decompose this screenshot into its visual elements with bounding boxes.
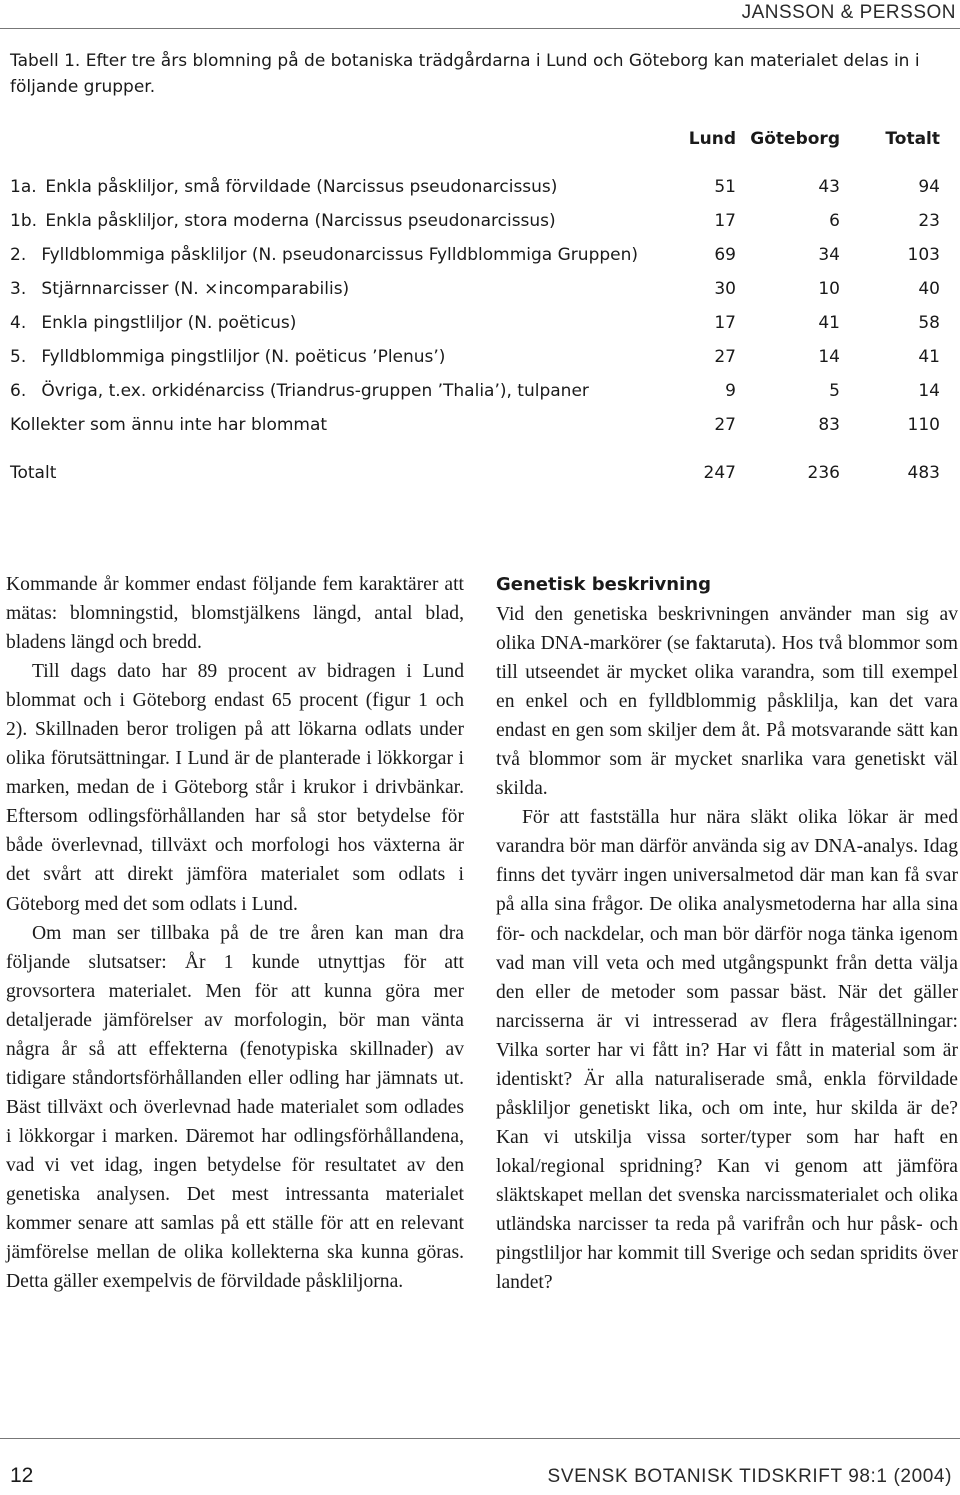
body-text bbox=[6, 570, 956, 1410]
cell-goteborg: 10 bbox=[818, 279, 840, 299]
row-code: 4. bbox=[10, 313, 27, 333]
cell-lund: 17 bbox=[714, 211, 736, 231]
cell-lund: 17 bbox=[714, 313, 736, 333]
table-caption: Tabell 1. Efter tre års blomning på de botaniska trädgårdarna i Lund och Göteborg kan materialet delas in i följande grupper. bbox=[10, 51, 920, 97]
cell-totalt: 23 bbox=[918, 211, 940, 231]
journal-name: SVENSK BOTANISK TIDSKRIFT 98:1 (2004) bbox=[547, 1466, 952, 1487]
row-label: Enkla pingstliljor (N. poëticus) bbox=[41, 313, 297, 333]
paragraph: Kommande år kommer endast följande fem karaktärer att mätas: blomningstid, blomstjälkens längd, antal blad, bladens längd och bredd. bbox=[6, 574, 464, 654]
cell-goteborg: 14 bbox=[818, 347, 840, 367]
page-number: 12 bbox=[10, 1464, 34, 1487]
paragraph: Om man ser tillbaka på de tre åren kan man dra följande slutsatser: År 1 kunde utnyttjas för att grovsortera materialet. Men för att kunna göra mer detaljerade jämförelser av morfologin, bör man vänta några år så att effekterna (fenotypiska skillnader) av tidigare ståndortsförhållanden eller odling har jämnats ut. Bäst tillväxt och överlevnad hade materialet som odlades i lökkorgar i marken. Däremot har odlingsförhållandena, vad vi vet idag, ingen betydelse för resultatet av den genetiska analysen. Det mest intressanta materialet kommer senare att samlas på ett ställe för att en relevant jämförelse mellan de olika kollekterna ska kunna göras. Detta gäller exempelvis de förvildade påskliljorna. bbox=[6, 922, 464, 1293]
cell-lund: 69 bbox=[714, 245, 736, 265]
table-row bbox=[10, 408, 940, 442]
column-header-goteborg: Göteborg bbox=[750, 129, 840, 149]
cell-lund: 30 bbox=[714, 279, 736, 299]
table-row bbox=[10, 170, 940, 204]
table-row bbox=[10, 204, 940, 238]
running-head: JANSSON & PERSSON bbox=[741, 2, 956, 23]
cell-lund: 27 bbox=[714, 415, 736, 435]
row-code: 1b. bbox=[10, 211, 38, 231]
cell-totalt: 103 bbox=[907, 245, 940, 265]
row-code: 2. bbox=[10, 245, 27, 265]
cell-totalt: 41 bbox=[918, 347, 940, 367]
table-row bbox=[10, 340, 940, 374]
table-row bbox=[10, 374, 940, 408]
total-lund: 247 bbox=[703, 463, 736, 483]
column-header-totalt: Totalt bbox=[885, 129, 940, 149]
column-header-lund: Lund bbox=[688, 129, 736, 149]
data-table bbox=[10, 122, 940, 490]
row-code: 5. bbox=[10, 347, 27, 367]
table-body bbox=[10, 170, 940, 442]
row-label: Enkla påskliljor, stora moderna (Narcissus pseudonarcissus) bbox=[45, 211, 556, 231]
paragraph: För att fastställa hur nära släkt olika lökar är med varandra bör man därför använda sig av DNA-analys. Idag finns det tyvärr ingen universalmetod där man kan få svar på alla sina frågor. De olika analysmetoderna har alla sina för- och nackdelar, och man bör därför noga tänka igenom vad man vill veta och med utgångspunkt från detta välja den eller de metoder som passar bäst. När det gäller narcisserna är vi intresserad av flera frågeställningar: Vilka sorter har vi fått in? Har vi fått in material som är identiskt? Är alla naturaliserade små, enkla förvildade påskliljor genetiskt lika, och om inte, hur skilda är de? Kan vi utskilja vissa sorter/typer som har haft en lokal/regional spridning? Kan vi genom att jämföra släktskapet mellan det svenska narcissmaterialet och olika utländska narcisser ta reda på varifrån och hur påsk- och pingstliljor har kommit till Sverige och sedan spridits över landet? bbox=[496, 807, 958, 1294]
cell-totalt: 40 bbox=[918, 279, 940, 299]
cell-goteborg: 83 bbox=[818, 415, 840, 435]
left-column bbox=[6, 570, 464, 1296]
row-label: Enkla påskliljor, små förvildade (Narcissus pseudonarcissus) bbox=[45, 177, 558, 197]
row-code: 3. bbox=[10, 279, 27, 299]
cell-totalt: 94 bbox=[918, 177, 940, 197]
cell-totalt: 110 bbox=[907, 415, 940, 435]
cell-goteborg: 5 bbox=[829, 381, 840, 401]
row-code: 1a. bbox=[10, 177, 37, 197]
row-label: Fylldblommiga pingstliljor (N. poëticus ’Plenus’) bbox=[41, 347, 446, 367]
cell-lund: 27 bbox=[714, 347, 736, 367]
right-column bbox=[496, 570, 958, 1297]
row-code: 6. bbox=[10, 381, 27, 401]
paragraph: Till dags dato har 89 procent av bidragen i Lund blommat och i Göteborg endast 65 procent (figur 1 och 2). Skillnaden beror troligen på att lökarna odlats under olika förutsättningar. I Lund är de planterade i lökkorgar i marken, medan de i Göteborg står i krukor i drivbänkar. Eftersom odlingsförhållanden har så stor betydelse för både överlevnad, tillväxt och morfologi hos växterna är det svårt att direkt jämföra materialet som odlats i Göteborg med det som odlats i Lund. bbox=[6, 661, 464, 915]
cell-goteborg: 6 bbox=[829, 211, 840, 231]
footer-rule bbox=[0, 1438, 960, 1439]
total-goteborg: 236 bbox=[807, 463, 840, 483]
table-row bbox=[10, 272, 940, 306]
table-row bbox=[10, 306, 940, 340]
cell-totalt: 58 bbox=[918, 313, 940, 333]
row-label: Stjärnnarcisser (N. ×incomparabilis) bbox=[41, 279, 350, 299]
total-totalt: 483 bbox=[907, 463, 940, 483]
paragraph: Vid den genetiska beskrivningen använder man sig av olika DNA-markörer (se faktaruta). Hos två blommor som till utseendet är mycket olika varandra, som till exempel en enkel och en fylldblommig påsklilja, kan det vara endast en gen som skiljer dem åt. På motsvarande sätt kan två blommor som är mycket snarlika vara genetiskt väl skilda. bbox=[496, 604, 958, 800]
table-row bbox=[10, 238, 940, 272]
cell-goteborg: 41 bbox=[818, 313, 840, 333]
header-rule bbox=[0, 28, 960, 29]
total-label: Totalt bbox=[10, 463, 57, 483]
cell-goteborg: 34 bbox=[818, 245, 840, 265]
cell-lund: 9 bbox=[725, 381, 736, 401]
cell-totalt: 14 bbox=[918, 381, 940, 401]
cell-lund: 51 bbox=[714, 177, 736, 197]
row-label: Övriga, t.ex. orkidénarciss (Triandrus-gruppen ’Thalia’), tulpaner bbox=[41, 381, 589, 401]
section-heading: Genetisk beskrivning bbox=[496, 574, 711, 595]
table-total-row bbox=[10, 456, 940, 490]
cell-goteborg: 43 bbox=[818, 177, 840, 197]
table-header-row bbox=[10, 122, 940, 156]
row-label: Fylldblommiga påskliljor (N. pseudonarcissus Fylldblommiga Gruppen) bbox=[41, 245, 639, 265]
row-label: Kollekter som ännu inte har blommat bbox=[10, 415, 328, 435]
